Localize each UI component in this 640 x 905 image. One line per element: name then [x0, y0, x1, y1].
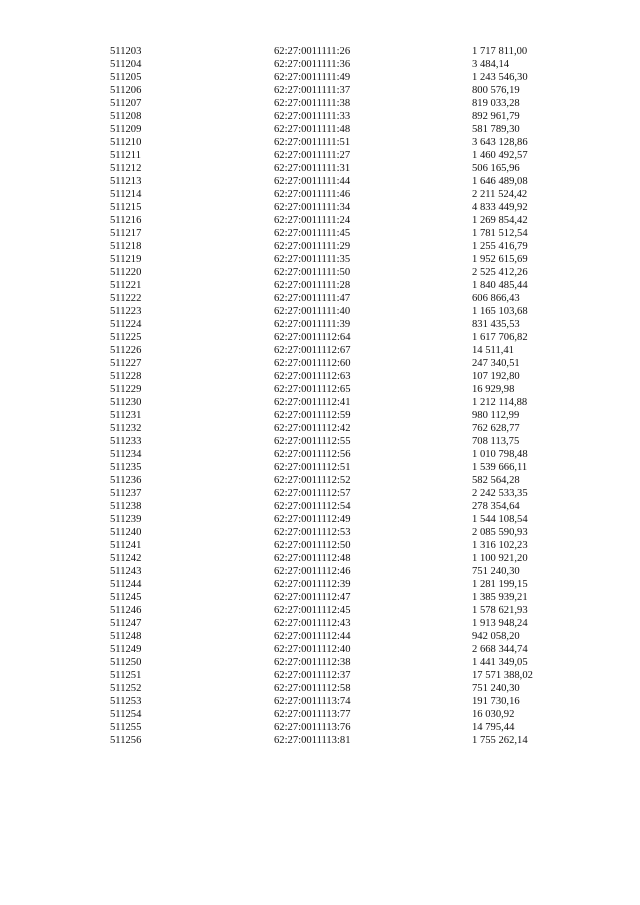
- row-value: 1 255 416,79: [472, 241, 528, 252]
- row-cadastral-number: 62:27:0011112:48: [274, 553, 351, 564]
- row-cadastral-number: 62:27:0011111:40: [274, 306, 351, 317]
- row-cadastral-number: 62:27:0011112:51: [274, 462, 351, 473]
- row-id: 511230: [110, 397, 142, 408]
- row-cadastral-number: 62:27:0011111:49: [274, 72, 351, 83]
- row-value: 16 929,98: [472, 384, 515, 395]
- table-row: [110, 539, 550, 552]
- row-value: 1 010 798,48: [472, 449, 528, 460]
- row-value: 831 435,53: [472, 319, 520, 330]
- table-row: [110, 422, 550, 435]
- row-cadastral-number: 62:27:0011112:58: [274, 683, 351, 694]
- table-row: [110, 578, 550, 591]
- row-cadastral-number: 62:27:0011111:37: [274, 85, 351, 96]
- table-row: [110, 409, 550, 422]
- row-cadastral-number: 62:27:0011113:76: [274, 722, 351, 733]
- table-row: [110, 526, 550, 539]
- row-cadastral-number: 62:27:0011112:47: [274, 592, 351, 603]
- row-cadastral-number: 62:27:0011112:59: [274, 410, 351, 421]
- table-row: [110, 721, 550, 734]
- table-row: [110, 474, 550, 487]
- row-id: 511208: [110, 111, 142, 122]
- row-cadastral-number: 62:27:0011111:29: [274, 241, 351, 252]
- row-value: 14 795,44: [472, 722, 515, 733]
- row-value: 1 840 485,44: [472, 280, 528, 291]
- row-value: 3 484,14: [472, 59, 510, 70]
- row-id: 511221: [110, 280, 142, 291]
- row-value: 2 211 524,42: [472, 189, 528, 200]
- row-id: 511206: [110, 85, 142, 96]
- table-row: [110, 292, 550, 305]
- row-cadastral-number: 62:27:0011111:46: [274, 189, 351, 200]
- table-row: [110, 383, 550, 396]
- row-value: 1 952 615,69: [472, 254, 528, 265]
- table-row: [110, 240, 550, 253]
- table-row: [110, 84, 550, 97]
- row-id: 511207: [110, 98, 142, 109]
- table-row: [110, 461, 550, 474]
- row-cadastral-number: 62:27:0011112:63: [274, 371, 351, 382]
- row-value: 1 460 492,57: [472, 150, 528, 161]
- row-value: 1 269 854,42: [472, 215, 528, 226]
- row-id: 511236: [110, 475, 142, 486]
- row-id: 511255: [110, 722, 142, 733]
- row-id: 511209: [110, 124, 142, 135]
- row-id: 511203: [110, 46, 142, 57]
- row-value: 942 058,20: [472, 631, 520, 642]
- row-id: 511229: [110, 384, 142, 395]
- table-row: [110, 448, 550, 461]
- table-row: [110, 162, 550, 175]
- row-id: 511219: [110, 254, 142, 265]
- table-row: [110, 435, 550, 448]
- table-row: [110, 227, 550, 240]
- row-cadastral-number: 62:27:0011112:39: [274, 579, 351, 590]
- row-value: 1 755 262,14: [472, 735, 528, 746]
- table-row: [110, 669, 550, 682]
- row-value: 247 340,51: [472, 358, 520, 369]
- table-row: [110, 266, 550, 279]
- row-id: 511218: [110, 241, 142, 252]
- row-id: 511224: [110, 319, 142, 330]
- row-cadastral-number: 62:27:0011112:53: [274, 527, 351, 538]
- table-row: [110, 682, 550, 695]
- row-value: 1 385 939,21: [472, 592, 528, 603]
- row-cadastral-number: 62:27:0011111:44: [274, 176, 351, 187]
- row-value: 892 961,79: [472, 111, 520, 122]
- row-cadastral-number: 62:27:0011112:55: [274, 436, 351, 447]
- table-row: [110, 617, 550, 630]
- table-row: [110, 487, 550, 500]
- row-value: 2 668 344,74: [472, 644, 528, 655]
- row-cadastral-number: 62:27:0011112:44: [274, 631, 351, 642]
- row-cadastral-number: 62:27:0011111:48: [274, 124, 351, 135]
- row-id: 511241: [110, 540, 142, 551]
- row-id: 511256: [110, 735, 142, 746]
- row-value: 1 539 666,11: [472, 462, 528, 473]
- row-cadastral-number: 62:27:0011111:50: [274, 267, 351, 278]
- row-id: 511244: [110, 579, 142, 590]
- row-cadastral-number: 62:27:0011111:31: [274, 163, 351, 174]
- row-cadastral-number: 62:27:0011112:67: [274, 345, 351, 356]
- row-id: 511253: [110, 696, 142, 707]
- row-id: 511215: [110, 202, 142, 213]
- row-value: 2 242 533,35: [472, 488, 528, 499]
- row-value: 506 165,96: [472, 163, 520, 174]
- row-id: 511242: [110, 553, 142, 564]
- row-cadastral-number: 62:27:0011111:45: [274, 228, 351, 239]
- table-row: [110, 318, 550, 331]
- table-row: [110, 331, 550, 344]
- table-row: [110, 123, 550, 136]
- row-cadastral-number: 62:27:0011112:41: [274, 397, 351, 408]
- table-row: [110, 734, 550, 747]
- table-row: [110, 188, 550, 201]
- row-value: 581 789,30: [472, 124, 520, 135]
- row-id: 511246: [110, 605, 142, 616]
- row-id: 511223: [110, 306, 142, 317]
- row-value: 1 617 706,82: [472, 332, 528, 343]
- table-row: [110, 513, 550, 526]
- row-value: 751 240,30: [472, 683, 520, 694]
- row-cadastral-number: 62:27:0011112:46: [274, 566, 351, 577]
- row-id: 511235: [110, 462, 142, 473]
- row-value: 606 866,43: [472, 293, 520, 304]
- row-cadastral-number: 62:27:0011111:36: [274, 59, 351, 70]
- row-cadastral-number: 62:27:0011112:49: [274, 514, 351, 525]
- row-value: 819 033,28: [472, 98, 520, 109]
- table-row: [110, 97, 550, 110]
- table-row: [110, 500, 550, 513]
- row-value: 1 578 621,93: [472, 605, 528, 616]
- row-cadastral-number: 62:27:0011111:26: [274, 46, 351, 57]
- row-id: 511204: [110, 59, 142, 70]
- row-cadastral-number: 62:27:0011111:24: [274, 215, 351, 226]
- row-id: 511213: [110, 176, 142, 187]
- row-value: 1 913 948,24: [472, 618, 528, 629]
- table-row: [110, 591, 550, 604]
- table-row: [110, 708, 550, 721]
- row-value: 1 441 349,05: [472, 657, 528, 668]
- table-row: [110, 45, 550, 58]
- row-id: 511248: [110, 631, 142, 642]
- row-value: 762 628,77: [472, 423, 520, 434]
- row-cadastral-number: 62:27:0011112:64: [274, 332, 351, 343]
- table-row: [110, 643, 550, 656]
- row-value: 1 646 489,08: [472, 176, 528, 187]
- row-cadastral-number: 62:27:0011112:42: [274, 423, 351, 434]
- row-value: 107 192,80: [472, 371, 520, 382]
- row-id: 511238: [110, 501, 142, 512]
- table-row: [110, 656, 550, 669]
- row-cadastral-number: 62:27:0011113:77: [274, 709, 351, 720]
- table-row: [110, 630, 550, 643]
- table-row: [110, 136, 550, 149]
- row-cadastral-number: 62:27:0011113:81: [274, 735, 351, 746]
- row-id: 511237: [110, 488, 142, 499]
- row-cadastral-number: 62:27:0011112:38: [274, 657, 351, 668]
- table-row: [110, 565, 550, 578]
- row-value: 980 112,99: [472, 410, 520, 421]
- row-cadastral-number: 62:27:0011112:57: [274, 488, 351, 499]
- table-row: [110, 175, 550, 188]
- row-id: 511222: [110, 293, 142, 304]
- row-value: 708 113,75: [472, 436, 520, 447]
- table-row: [110, 214, 550, 227]
- row-value: 1 281 199,15: [472, 579, 528, 590]
- row-cadastral-number: 62:27:0011112:52: [274, 475, 351, 486]
- row-cadastral-number: 62:27:0011112:37: [274, 670, 351, 681]
- row-cadastral-number: 62:27:0011111:51: [274, 137, 351, 148]
- table-row: [110, 110, 550, 123]
- row-id: 511250: [110, 657, 142, 668]
- row-value: 14 511,41: [472, 345, 514, 356]
- row-value: 2 085 590,93: [472, 527, 528, 538]
- row-cadastral-number: 62:27:0011112:45: [274, 605, 351, 616]
- row-id: 511216: [110, 215, 142, 226]
- row-cadastral-number: 62:27:0011111:34: [274, 202, 351, 213]
- table-row: [110, 305, 550, 318]
- table-row: [110, 357, 550, 370]
- row-cadastral-number: 62:27:0011111:47: [274, 293, 351, 304]
- table-row: [110, 370, 550, 383]
- row-cadastral-number: 62:27:0011112:60: [274, 358, 351, 369]
- data-table: [110, 45, 550, 747]
- row-id: 511247: [110, 618, 142, 629]
- row-value: 1 781 512,54: [472, 228, 528, 239]
- row-value: 800 576,19: [472, 85, 520, 96]
- row-value: 16 030,92: [472, 709, 515, 720]
- row-id: 511243: [110, 566, 142, 577]
- row-id: 511254: [110, 709, 142, 720]
- table-row: [110, 552, 550, 565]
- row-id: 511249: [110, 644, 142, 655]
- row-value: 3 643 128,86: [472, 137, 528, 148]
- table-row: [110, 695, 550, 708]
- row-id: 511220: [110, 267, 142, 278]
- row-value: 1 316 102,23: [472, 540, 528, 551]
- row-cadastral-number: 62:27:0011112:50: [274, 540, 351, 551]
- row-id: 511234: [110, 449, 142, 460]
- table-row: [110, 201, 550, 214]
- row-id: 511231: [110, 410, 142, 421]
- row-id: 511251: [110, 670, 142, 681]
- row-id: 511205: [110, 72, 142, 83]
- table-row: [110, 279, 550, 292]
- row-value: 4 833 449,92: [472, 202, 528, 213]
- row-id: 511225: [110, 332, 142, 343]
- row-value: 191 730,16: [472, 696, 520, 707]
- table-row: [110, 396, 550, 409]
- row-cadastral-number: 62:27:0011111:35: [274, 254, 351, 265]
- table-row: [110, 71, 550, 84]
- row-cadastral-number: 62:27:0011111:33: [274, 111, 351, 122]
- row-cadastral-number: 62:27:0011112:40: [274, 644, 351, 655]
- row-id: 511240: [110, 527, 142, 538]
- row-cadastral-number: 62:27:0011112:54: [274, 501, 351, 512]
- row-cadastral-number: 62:27:0011111:28: [274, 280, 351, 291]
- row-id: 511228: [110, 371, 142, 382]
- row-value: 17 571 388,02: [472, 670, 533, 681]
- row-id: 511226: [110, 345, 142, 356]
- row-value: 582 564,28: [472, 475, 520, 486]
- row-id: 511239: [110, 514, 142, 525]
- row-id: 511245: [110, 592, 142, 603]
- row-value: 278 354,64: [472, 501, 520, 512]
- row-value: 1 165 103,68: [472, 306, 528, 317]
- row-cadastral-number: 62:27:0011111:39: [274, 319, 351, 330]
- table-row: [110, 604, 550, 617]
- row-id: 511227: [110, 358, 142, 369]
- row-cadastral-number: 62:27:0011112:56: [274, 449, 351, 460]
- row-id: 511211: [110, 150, 141, 161]
- row-value: 2 525 412,26: [472, 267, 528, 278]
- row-id: 511217: [110, 228, 142, 239]
- row-id: 511233: [110, 436, 142, 447]
- row-value: 1 100 921,20: [472, 553, 528, 564]
- row-value: 1 243 546,30: [472, 72, 528, 83]
- row-value: 1 717 811,00: [472, 46, 528, 57]
- row-cadastral-number: 62:27:0011111:38: [274, 98, 351, 109]
- row-value: 1 544 108,54: [472, 514, 528, 525]
- table-row: [110, 149, 550, 162]
- table-row: [110, 58, 550, 71]
- row-cadastral-number: 62:27:0011111:27: [274, 150, 351, 161]
- row-cadastral-number: 62:27:0011112:43: [274, 618, 351, 629]
- row-cadastral-number: 62:27:0011113:74: [274, 696, 351, 707]
- row-cadastral-number: 62:27:0011112:65: [274, 384, 351, 395]
- table-row: [110, 253, 550, 266]
- row-id: 511252: [110, 683, 142, 694]
- table-row: [110, 344, 550, 357]
- row-id: 511210: [110, 137, 142, 148]
- row-id: 511214: [110, 189, 142, 200]
- row-id: 511232: [110, 423, 142, 434]
- row-id: 511212: [110, 163, 142, 174]
- row-value: 751 240,30: [472, 566, 520, 577]
- row-value: 1 212 114,88: [472, 397, 528, 408]
